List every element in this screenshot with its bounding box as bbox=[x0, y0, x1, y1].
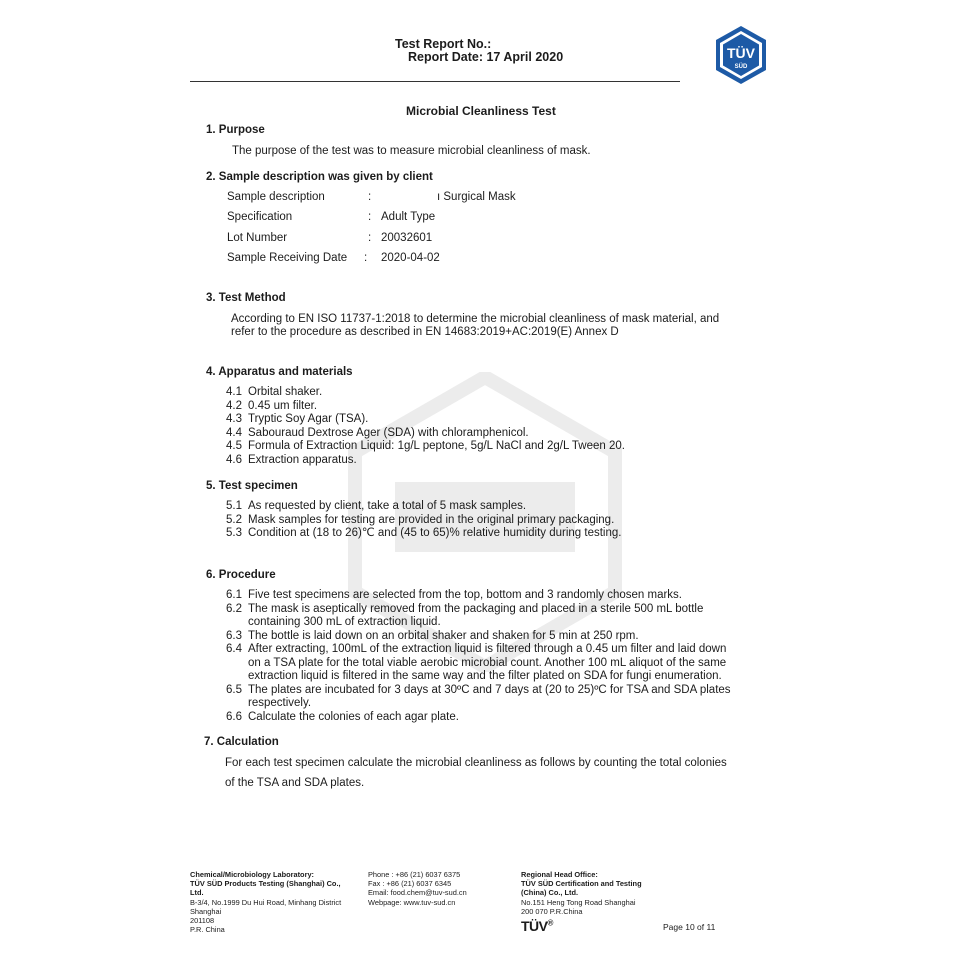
item-text: Calculate the colonies of each agar plate. bbox=[248, 710, 459, 723]
footer-lab-city: Shanghai bbox=[190, 906, 222, 916]
item-text-line: containing 300 mL of extraction liquid. bbox=[248, 616, 441, 628]
item-number: 6.1 bbox=[226, 589, 242, 601]
item-text: 0.45 um filter. bbox=[248, 399, 318, 412]
list-item bbox=[226, 527, 621, 541]
item-text: Five test specimens are selected from the top, bottom and 3 randomly chosen marks. bbox=[248, 589, 683, 601]
item-number: 4.1 bbox=[226, 386, 242, 398]
sample-row-colon: : bbox=[368, 211, 372, 223]
item-number: 6.3 bbox=[226, 629, 242, 642]
item-text: The bottle is laid down on an orbital shaker and shaken for 5 min at 250 rpm. bbox=[248, 629, 639, 642]
footer-lab-name: TÜV SÜD Products Testing (Shanghai) Co., bbox=[190, 879, 341, 889]
footer-lab-street: B-3/4, No.1999 Du Hui Road, Minhang District bbox=[190, 897, 342, 907]
footer-email: Email: food.chem@tuv-sud.cn bbox=[368, 888, 467, 898]
sample-row-value: 20032601 bbox=[381, 232, 433, 244]
sample-row-label: Specification bbox=[227, 211, 293, 223]
section-procedure-heading: 6. Procedure bbox=[206, 569, 276, 581]
report-number-label: Test Report No.: bbox=[395, 37, 492, 51]
footer-lab-title: Chemical/Microbiology Laboratory: bbox=[190, 870, 315, 879]
item-number: 4.3 bbox=[226, 413, 242, 425]
list-item bbox=[226, 400, 625, 414]
list-item bbox=[226, 440, 625, 454]
item-text-line: After extracting, 100mL of the extraction liquid is filtered through a 0.45 um filter and laid down bbox=[248, 643, 727, 655]
logo-subtext: SÜD bbox=[734, 64, 748, 70]
section-sample-heading: 2. Sample description was given by client bbox=[206, 171, 433, 183]
item-text-line: The plates are incubated for 3 days at 30ºC and 7 days at (20 to 25)ºC for TSA and SDA plates bbox=[248, 683, 731, 696]
item-number: 5.2 bbox=[226, 513, 242, 526]
item-number: 6.5 bbox=[226, 683, 242, 696]
footer-lab-zip: 201108 bbox=[190, 916, 215, 926]
footer-webpage: Webpage: www.tuv-sud.cn bbox=[368, 897, 456, 907]
section-apparatus-heading: 4. Apparatus and materials bbox=[206, 366, 353, 378]
sample-row-label: Lot Number bbox=[227, 232, 288, 244]
item-number: 6.4 bbox=[226, 643, 242, 655]
list-item bbox=[226, 386, 625, 400]
list-item bbox=[226, 603, 731, 630]
item-text bbox=[248, 684, 731, 711]
section-method-heading: 3. Test Method bbox=[206, 292, 286, 304]
list-item bbox=[226, 427, 625, 441]
footer-office-street: No.151 Heng Tong Road Shanghai bbox=[521, 897, 636, 907]
footer-office-name-2: (China) Co., Ltd. bbox=[521, 888, 579, 898]
footer-contact bbox=[368, 870, 467, 907]
item-number: 5.3 bbox=[226, 527, 242, 539]
footer-tuv-brand: TÜV® bbox=[521, 918, 553, 934]
list-item bbox=[226, 711, 731, 725]
item-number: 6.2 bbox=[226, 602, 242, 615]
section-calculation-heading: 7. Calculation bbox=[204, 736, 279, 748]
list-item bbox=[226, 643, 731, 684]
item-text-line: The mask is aseptically removed from the packaging and placed in a sterile 500 mL bottle bbox=[248, 602, 704, 615]
item-text: Orbital shaker. bbox=[248, 386, 323, 398]
item-text-line: respectively. bbox=[248, 697, 312, 709]
sample-row-value: ı Surgical Mask bbox=[437, 191, 516, 203]
footer-phone: Phone : +86 (21) 6037 6375 bbox=[368, 870, 461, 879]
list-item bbox=[226, 413, 625, 427]
document-title: Microbial Cleanliness Test bbox=[406, 104, 556, 118]
item-text: Condition at (18 to 26)℃ and (45 to 65)% relative humidity during testing. bbox=[248, 527, 622, 539]
section-purpose-heading: 1. Purpose bbox=[206, 124, 265, 136]
item-text: Mask samples for testing are provided in the original primary packaging. bbox=[248, 513, 615, 526]
footer-lab-address bbox=[190, 870, 341, 934]
item-number: 4.4 bbox=[226, 426, 242, 439]
page-number: Page 10 of 11 bbox=[663, 922, 716, 932]
item-text bbox=[248, 643, 726, 684]
sample-row-colon: : bbox=[364, 252, 368, 264]
method-text-line-2: refer to the procedure as described in EN 14683:2019+AC:2019(E) Annex D bbox=[231, 326, 619, 338]
sample-row-value: 2020-04-02 bbox=[381, 252, 440, 264]
procedure-list bbox=[226, 589, 731, 724]
item-text: Sabouraud Dextrose Ager (SDA) with chloramphenicol. bbox=[248, 426, 529, 439]
footer-lab-country: P.R. China bbox=[190, 925, 225, 935]
list-item bbox=[226, 454, 625, 468]
sample-row-label: Sample Receiving Date bbox=[227, 252, 348, 264]
footer-brand-text: TÜV bbox=[521, 918, 548, 934]
list-item bbox=[226, 630, 731, 644]
item-text-line: on a TSA plate for the total viable aerobic microbial count. Another 100 mL aliquot of the same bbox=[248, 656, 727, 669]
purpose-text: The purpose of the test was to measure microbial cleanliness of mask. bbox=[232, 145, 591, 157]
list-item bbox=[226, 500, 621, 514]
footer-office-name: TÜV SÜD Certification and Testing bbox=[521, 879, 642, 889]
logo-text: TÜV bbox=[727, 45, 755, 61]
tuv-sud-logo bbox=[711, 25, 771, 85]
item-text bbox=[248, 603, 703, 630]
report-date: Report Date: 17 April 2020 bbox=[408, 50, 564, 64]
apparatus-list bbox=[226, 386, 625, 467]
item-text: As requested by client, take a total of 5 mask samples. bbox=[248, 500, 527, 512]
sample-row-colon: : bbox=[368, 232, 372, 244]
sample-row-colon: : bbox=[368, 191, 372, 203]
item-text: Tryptic Soy Agar (TSA). bbox=[248, 413, 369, 425]
list-item bbox=[226, 589, 731, 603]
footer-office-zip: 200 070 P.R.China bbox=[521, 906, 583, 916]
sample-row-value: Adult Type bbox=[381, 211, 436, 223]
footer-lab-name-2: Ltd. bbox=[190, 888, 204, 898]
section-specimen-heading: 5. Test specimen bbox=[206, 480, 298, 492]
item-text: Extraction apparatus. bbox=[248, 453, 357, 466]
item-number: 4.2 bbox=[226, 399, 242, 412]
calculation-text-line-2: of the TSA and SDA plates. bbox=[225, 777, 365, 789]
footer-office-title: Regional Head Office: bbox=[521, 870, 598, 879]
specimen-list bbox=[226, 500, 621, 541]
calculation-text-line-1: For each test specimen calculate the microbial cleanliness as follows by counting the total colonies bbox=[225, 757, 727, 769]
item-number: 4.5 bbox=[226, 440, 242, 452]
footer-regional-office bbox=[521, 870, 642, 916]
item-number: 5.1 bbox=[226, 500, 242, 512]
header-divider bbox=[190, 81, 680, 82]
item-text: Formula of Extraction Liquid: 1g/L peptone, 5g/L NaCl and 2g/L Tween 20. bbox=[248, 440, 625, 452]
list-item bbox=[226, 684, 731, 711]
sample-row-label: Sample description bbox=[227, 191, 325, 203]
method-text-line-1: According to EN ISO 11737-1:2018 to determine the microbial cleanliness of mask material, and bbox=[231, 313, 720, 325]
item-number: 6.6 bbox=[226, 710, 242, 723]
footer-fax: Fax : +86 (21) 6037 6345 bbox=[368, 879, 452, 889]
list-item bbox=[226, 514, 621, 528]
item-text-line: extraction liquid is filtered in the same way and the filter plated on SDA for fungi enumeration. bbox=[248, 670, 722, 682]
item-number: 4.6 bbox=[226, 453, 242, 466]
